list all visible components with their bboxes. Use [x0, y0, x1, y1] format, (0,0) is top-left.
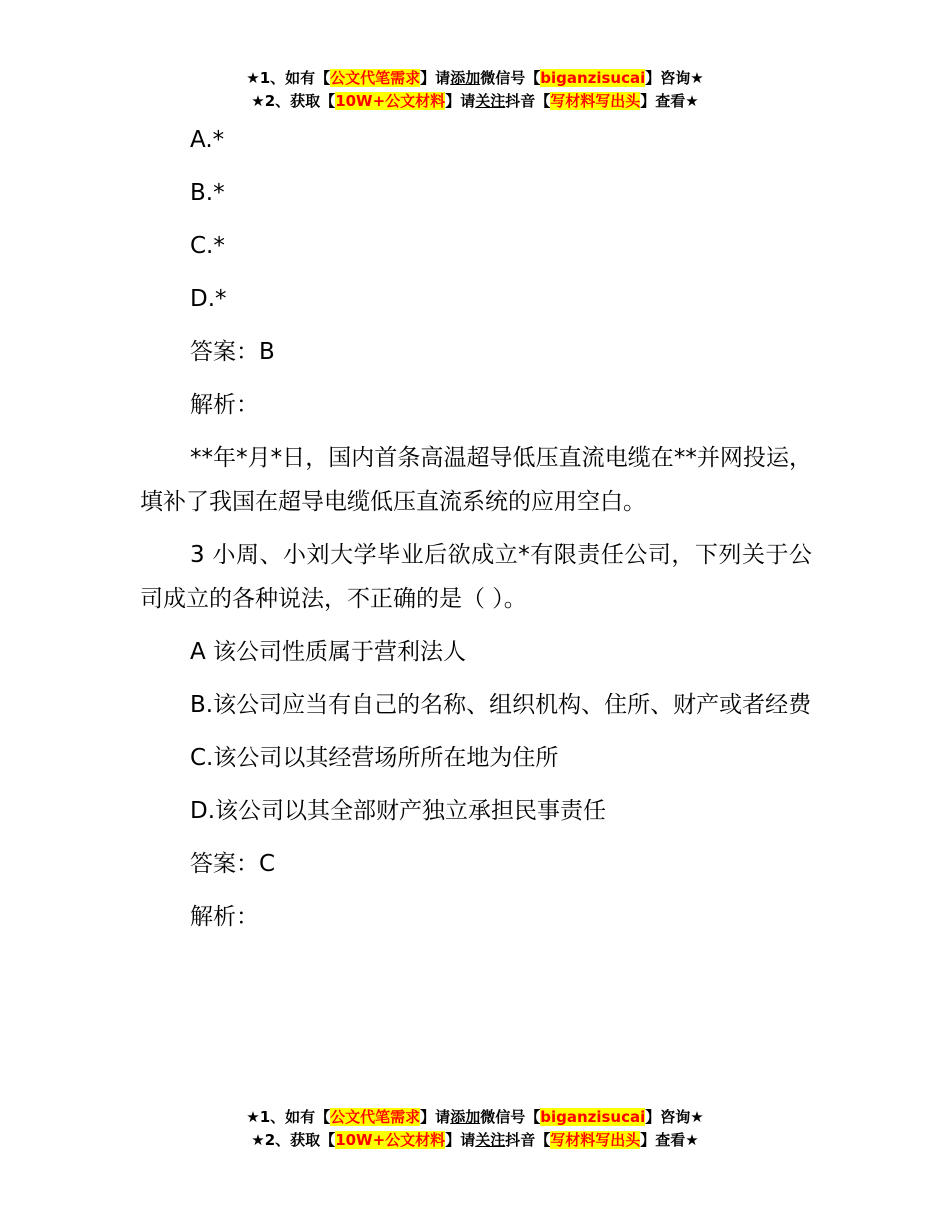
banner-text: 】请 [420, 1108, 451, 1126]
option-b: B.* [190, 180, 225, 206]
banner-text: 2、获取【 [264, 92, 336, 110]
highlight-douyin-account: 写材料写出头 [550, 1131, 641, 1149]
footer-banner [0, 1106, 950, 1152]
header-banner [0, 67, 950, 113]
footer-banner-line-2 [0, 1129, 950, 1152]
underline-add: 添加 [450, 1108, 481, 1126]
banner-text: 抖音【 [505, 1131, 551, 1149]
option-a: A.* [190, 127, 225, 153]
option-d: D.该公司以其全部财产独立承担民事责任 [190, 798, 607, 824]
highlight-wechat-id: biganzisucai [540, 1108, 646, 1126]
document-body [140, 118, 812, 948]
footer-banner-line-1 [0, 1106, 950, 1129]
banner-text: 】查看★ [640, 92, 699, 110]
underline-follow: 关注 [475, 1131, 506, 1149]
underline-add: 添加 [450, 69, 481, 87]
banner-text: 】请 [445, 1131, 476, 1149]
option-d: D.* [190, 286, 227, 312]
banner-text: 1、如有【 [259, 69, 331, 87]
banner-text: 1、如有【 [259, 1108, 331, 1126]
banner-text: 】请 [420, 69, 451, 87]
banner-text: 】咨询★ [645, 69, 704, 87]
question-3: 3 小周、小刘大学毕业后欲成立*有限责任公司，下列关于公司成立的各种说法，不正确的是（ ）。 [140, 542, 812, 612]
underline-follow: 关注 [475, 92, 506, 110]
header-banner-line-2 [0, 90, 950, 113]
option-c: C.该公司以其经营场所所在地为住所 [190, 745, 559, 771]
highlight-wechat-id: biganzisucai [540, 69, 646, 87]
option-b: B.该公司应当有自己的名称、组织机构、住所、财产或者经费 [190, 692, 812, 718]
answer: 答案：B [190, 339, 275, 365]
banner-text: 】请 [445, 92, 476, 110]
answer: 答案：C [190, 851, 276, 877]
highlight-ghostwriting: 公文代笔需求 [330, 69, 421, 87]
highlight-ghostwriting: 公文代笔需求 [330, 1108, 421, 1126]
banner-text: 微信号【 [480, 1108, 541, 1126]
banner-text: 】查看★ [640, 1131, 699, 1149]
highlight-douyin-account: 写材料写出头 [550, 92, 641, 110]
analysis-label: 解析： [190, 392, 259, 418]
star-icon: ★ [246, 69, 260, 87]
star-icon: ★ [251, 92, 265, 110]
analysis-text: **年*月*日，国内首条高温超导低压直流电缆在**并网投运，填补了我国在超导电缆低压直流系统的应用空白。 [140, 445, 812, 515]
banner-text: 】咨询★ [645, 1108, 704, 1126]
highlight-materials: 10W+公文材料 [335, 1131, 446, 1149]
highlight-materials: 10W+公文材料 [335, 92, 446, 110]
star-icon: ★ [251, 1131, 265, 1149]
banner-text: 2、获取【 [264, 1131, 336, 1149]
analysis-label: 解析： [190, 904, 259, 930]
banner-text: 抖音【 [505, 92, 551, 110]
banner-text: 微信号【 [480, 69, 541, 87]
star-icon: ★ [246, 1108, 260, 1126]
header-banner-line-1 [0, 67, 950, 90]
option-c: C.* [190, 233, 225, 259]
option-a: A 该公司性质属于营利法人 [190, 639, 467, 665]
